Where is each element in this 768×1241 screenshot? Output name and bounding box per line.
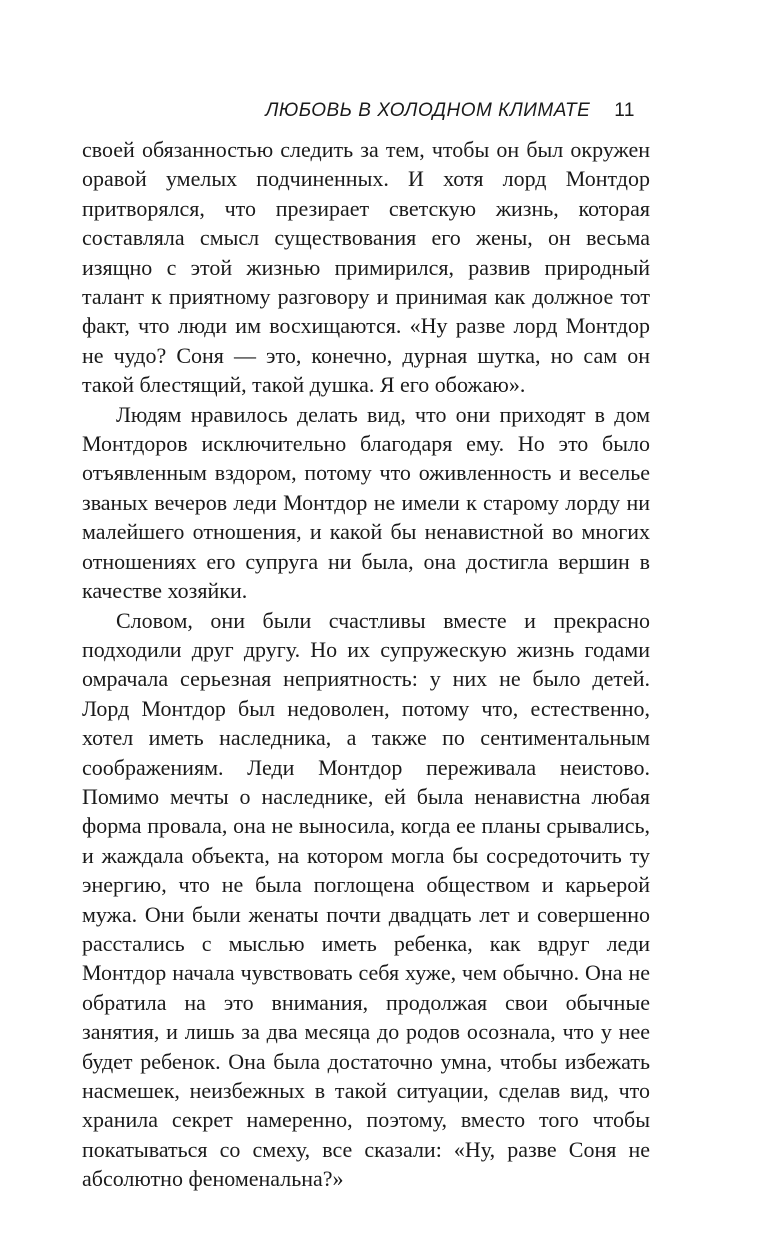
page-number: 11 (614, 100, 635, 121)
paragraph-continuation: своей обязанностью следить за тем, чтобы он был окружен оравой умелых подчиненных. И хотя лорд Монтдор притворялся, что презирает светскую жизнь, которая составляла смысл существования его жены, он весьма изящно с этой жизнью примирился, развив природный талант к приятному разговору и принимая как должное тот факт, что люди им восхищаются. «Ну разве лорд Монтдор не чудо? Соня — это, конечно, дурная шутка, но сам он такой блестящий, такой душка. Я его обожаю». (82, 137, 650, 398)
body-text (82, 135, 650, 1194)
running-header (265, 100, 635, 122)
chapter-title: ЛЮБОВЬ В ХОЛОДНОМ КЛИМАТЕ (265, 100, 591, 121)
paragraph: Людям нравилось делать вид, что они приходят в дом Монтдоров исключительно благодаря ему. Но это было отъявленным вздором, потому что оживленность и веселье званых вечеров леди Монтдор не имели к старому лорду ни малейшего отношения, и какой бы ненавистной во многих отношениях его супруга ни была, она достигла вершин в качестве хозяйки. (82, 401, 650, 604)
paragraph: Словом, они были счастливы вместе и прекрасно подходили друг другу. Но их супружескую жизнь годами омрачала серьезная неприятность: у них не было детей. Лорд Монтдор был недоволен, потому что, естественно, хотел иметь наследника, а также по сентиментальным соображениям. Леди Монтдор переживала неистово. Помимо мечты о наследнике, ей была ненавистна любая форма провала, она не выносила, когда ее планы срывались, и жаждала объекта, на котором могла бы сосредоточить ту энергию, что не была поглощена обществом и карьерой мужа. Они были женаты почти двадцать лет и совершенно расстались с мыслью иметь ребенка, как вдруг леди Монтдор начала чувствовать себя хуже, чем обычно. Она не обратила на это внимания, продолжая свои обычные занятия, и лишь за два месяца до родов осознала, что у нее будет ребенок. Она была достаточно умна, чтобы избежать насмешек, неизбежных в такой ситуации, сделав вид, что хранила секрет намеренно, поэтому, вместо того чтобы покатываться со смеху, все сказали: «Ну, разве Соня не абсолютно феноменальна?» (82, 607, 650, 1192)
